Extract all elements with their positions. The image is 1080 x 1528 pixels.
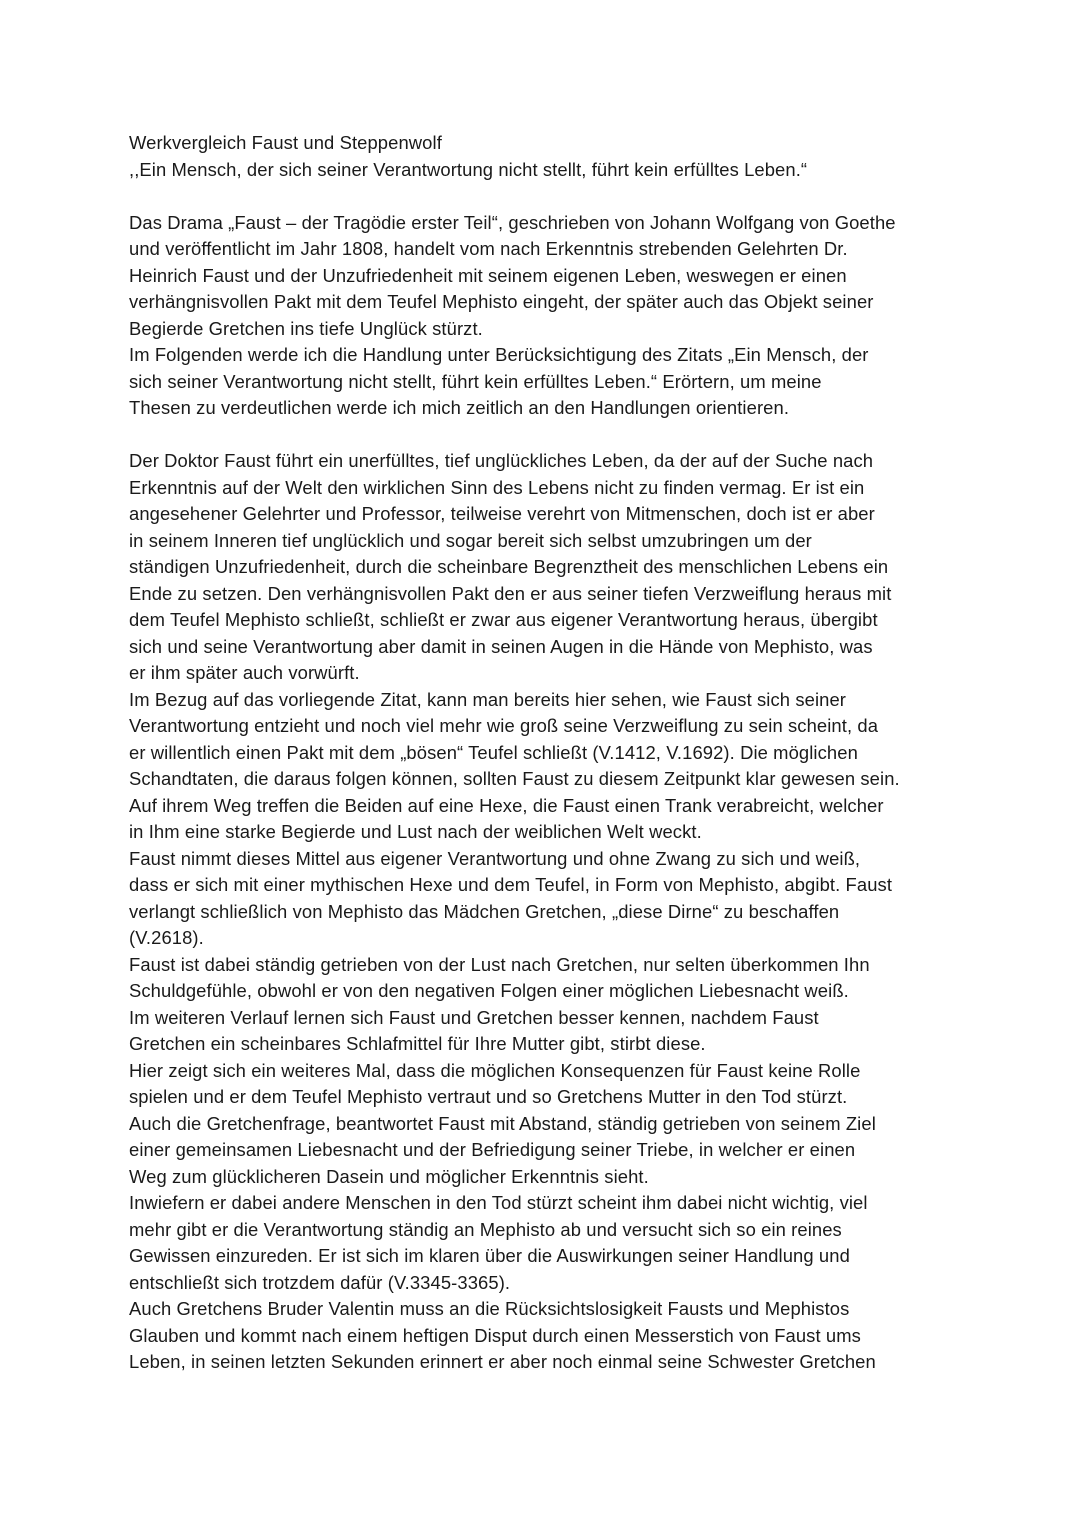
document-title: Werkvergleich Faust und Steppenwolf	[129, 132, 442, 153]
text-line: er willentlich einen Pakt mit dem „bösen“ Teufel schließt (V.1412, V.1692). Die möglichen	[129, 741, 858, 763]
text-line: Auch Gretchens Bruder Valentin muss an die Rücksichtslosigkeit Fausts und Mephistos	[129, 1298, 850, 1319]
text-line: Heinrich Faust und der Unzufriedenheit mit seinem eigenen Leben, weswegen er einen	[129, 264, 847, 286]
text-line: Begierde Gretchen ins tiefe Unglück stürzt.	[129, 317, 483, 339]
text-line: und veröffentlicht im Jahr 1808, handelt vom nach Erkenntnis strebenden Gelehrten Dr.	[129, 238, 848, 259]
text-line: Faust ist dabei ständig getrieben von der Lust nach Gretchen, nur selten überkommen Ihn	[129, 953, 870, 975]
paragraph-spacer	[129, 422, 969, 449]
paragraph-spacer	[129, 183, 969, 210]
document-body	[129, 130, 969, 1376]
text-line: Hier zeigt sich ein weiteres Mal, dass die möglichen Konsequenzen für Faust keine Rolle	[129, 1059, 861, 1081]
text-line: Ende zu setzen. Den verhängnisvollen Pakt den er aus seiner tiefen Verzweiflung heraus mit	[129, 582, 892, 604]
text-line: Gewissen einzureden. Er ist sich im klaren über die Auswirkungen seiner Handlung und	[129, 1245, 850, 1266]
text-line: Der Doktor Faust führt ein unerfülltes, tief unglückliches Leben, da der auf der Suche nach	[129, 450, 874, 471]
text-line: Schuldgefühle, obwohl er von den negativen Folgen einer möglichen Liebesnacht weiß.	[129, 980, 849, 1001]
text-line: Glauben und kommt nach einem heftigen Disput durch einen Messerstich von Faust ums	[129, 1324, 861, 1346]
text-line: Im Folgenden werde ich die Handlung unter Berücksichtigung des Zitats „Ein Mensch, der	[129, 344, 869, 365]
text-line: Das Drama „Faust – der Tragödie erster Teil“, geschrieben von Johann Wolfgang von Goethe	[129, 211, 896, 233]
text-line: Inwiefern er dabei andere Menschen in den Tod stürzt scheint ihm dabei nicht wichtig, viel	[129, 1192, 868, 1213]
text-line: Auf ihrem Weg treffen die Beiden auf eine Hexe, die Faust einen Trank verabreicht, welcher	[129, 794, 884, 816]
text-line: sich seiner Verantwortung nicht stellt, führt kein erfülltes Leben.“ Erörtern, um meine	[129, 370, 822, 392]
document-quote: ,,Ein Mensch, der sich seiner Verantwortung nicht stellt, führt kein erfülltes Leben.“	[129, 158, 808, 180]
text-line: Verantwortung entzieht und noch viel mehr wie groß seine Verzweiflung zu sein scheint, da	[129, 715, 879, 736]
text-line: Faust nimmt dieses Mittel aus eigener Verantwortung und ohne Zwang zu sich und weiß,	[129, 847, 861, 869]
text-line: ständigen Unzufriedenheit, durch die scheinbare Begrenztheit des menschlichen Lebens ein	[129, 556, 889, 577]
paragraph-introduction	[129, 210, 969, 422]
text-line: mehr gibt er die Verantwortung ständig an Mephisto ab und versucht sich so ein reines	[129, 1218, 842, 1240]
text-line: sich und seine Verantwortung aber damit in seinen Augen in die Hände von Mephisto, was	[129, 635, 873, 657]
text-line: in Ihm eine starke Begierde und Lust nach der weiblichen Welt weckt.	[129, 821, 702, 842]
text-line: dass er sich mit einer mythischen Hexe und dem Teufel, in Form von Mephisto, abgibt. Faust	[129, 874, 893, 895]
text-line: entschließt sich trotzdem dafür (V.3345-3365).	[129, 1271, 511, 1293]
text-line: verlangt schließlich von Mephisto das Mädchen Gretchen, „diese Dirne“ zu beschaffen	[129, 900, 840, 922]
text-line: verhängnisvollen Pakt mit dem Teufel Mephisto eingeht, der später auch das Objekt seiner	[129, 291, 874, 312]
text-line: Auch die Gretchenfrage, beantwortet Faust mit Abstand, ständig getrieben von seinem Ziel	[129, 1112, 876, 1134]
text-line: (V.2618).	[129, 927, 204, 948]
text-line: dem Teufel Mephisto schließt, schließt er zwar aus eigener Verantwortung heraus, übergibt	[129, 609, 878, 630]
text-line: angesehener Gelehrter und Professor, teilweise verehrt von Mitmenschen, doch ist er aber	[129, 503, 875, 524]
text-line: Weg zum glücklicheren Dasein und möglicher Erkenntnis sieht.	[129, 1165, 649, 1187]
text-line: Gretchen ein scheinbares Schlafmittel für Ihre Mutter gibt, stirbt diese.	[129, 1033, 706, 1054]
text-line: Erkenntnis auf der Welt den wirklichen Sinn des Lebens nicht zu finden vermag. Er ist ein	[129, 476, 865, 498]
text-line: Im weiteren Verlauf lernen sich Faust und Gretchen besser kennen, nachdem Faust	[129, 1006, 819, 1028]
text-line: spielen und er dem Teufel Mephisto vertraut und so Gretchens Mutter in den Tod stürzt.	[129, 1086, 848, 1107]
text-line: Leben, in seinen letzten Sekunden erinnert er aber noch einmal seine Schwester Gretchen	[129, 1351, 876, 1372]
text-line: Schandtaten, die daraus folgen können, sollten Faust zu diesem Zeitpunkt klar gewesen sein.	[129, 768, 900, 789]
text-line: er ihm später auch vorwürft.	[129, 662, 360, 683]
text-line: in seinem Inneren tief unglücklich und sogar bereit sich selbst umzubringen um der	[129, 529, 812, 551]
text-line: Im Bezug auf das vorliegende Zitat, kann man bereits hier sehen, wie Faust sich seiner	[129, 688, 847, 710]
paragraph-main	[129, 448, 969, 1376]
text-line: einer gemeinsamen Liebesnacht und der Befriedigung seiner Triebe, in welcher er einen	[129, 1139, 856, 1160]
text-line: Thesen zu verdeutlichen werde ich mich zeitlich an den Handlungen orientieren.	[129, 397, 790, 418]
